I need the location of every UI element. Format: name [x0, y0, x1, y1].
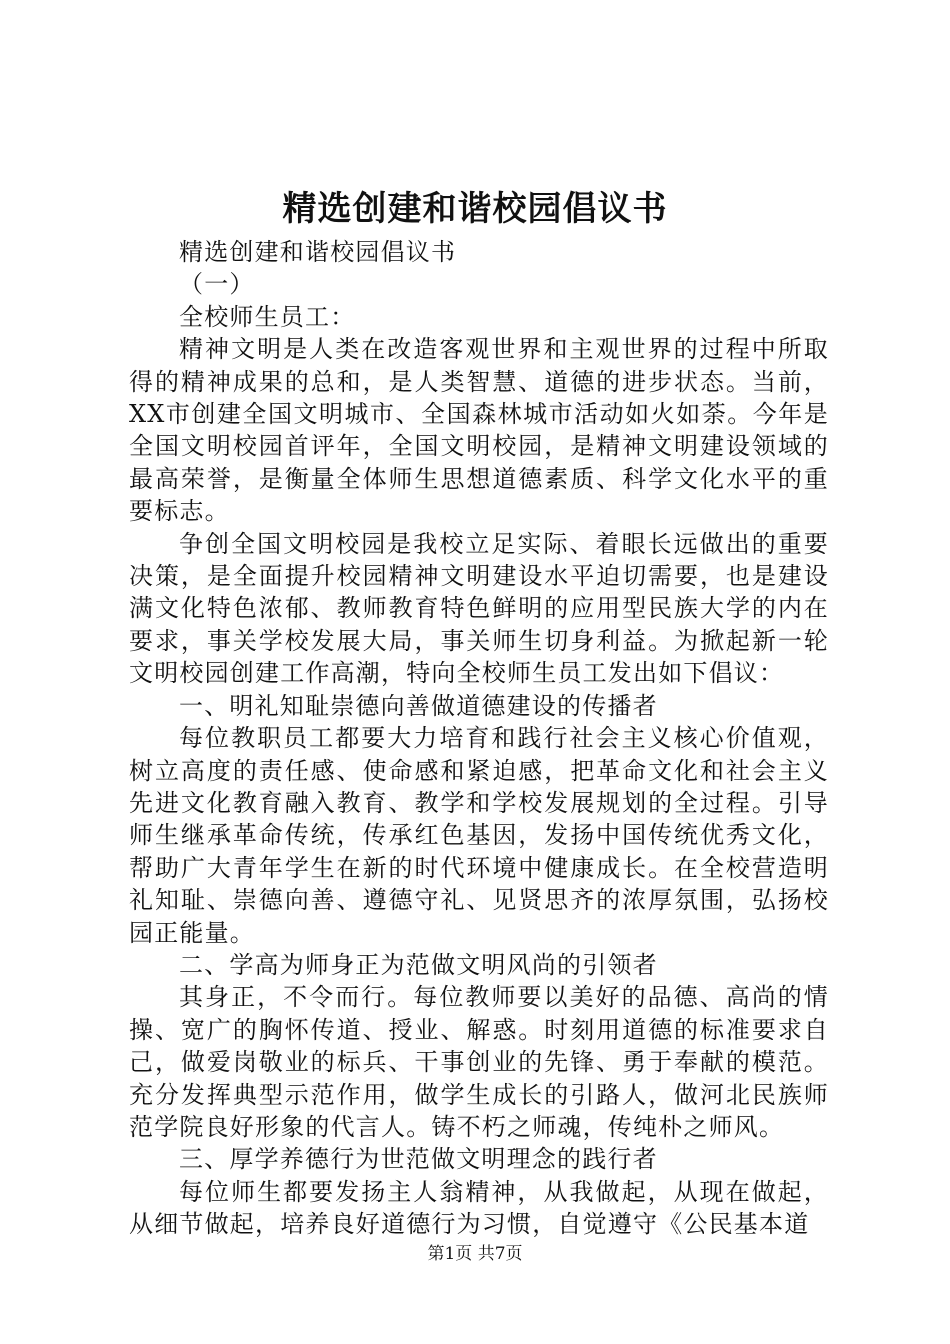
paragraph-point-three: 每位师生都要发扬主人翁精神，从我做起，从现在做起，从细节做起，培养良好道德行为习惯，自觉遵守《公民基本道 — [129, 1177, 829, 1239]
heading-point-two: 二、学高为师身正为范做文明风尚的引领者 — [179, 950, 658, 979]
salutation: 全校师生员工： — [179, 302, 356, 331]
section-marker: （一） — [179, 270, 255, 299]
page-footer: 第1页 共7页 — [427, 1244, 523, 1264]
document-title: 精选创建和谐校园倡议书 — [282, 189, 668, 229]
document-subtitle: 精选创建和谐校园倡议书 — [179, 238, 457, 266]
paragraph-intro: 精神文明是人类在改造客观世界和主观世界的过程中所取得的精神成果的总和，是人类智慧、道德的进步状态。当前，XX市创建全国文明城市、全国森林城市活动如火如荼。今年是全国文明校园首评年，全国文明校园，是精神文明建设领域的最高荣誉，是衡量全体师生思想道德素质、科学文化水平的重要标志。 — [129, 335, 829, 526]
paragraph-decision: 争创全国文明校园是我校立足实际、着眼长远做出的重要决策，是全面提升校园精神文明建设水平迫切需要，也是建设满文化特色浓郁、教师教育特色鲜明的应用型民族大学的内在要求，事关学校发展大局，事关师生切身利益。为掀起新一轮文明校园创建工作高潮，特向全校师生员工发出如下倡议： — [129, 529, 829, 688]
heading-point-three: 三、厚学养德行为世范做文明理念的践行者 — [179, 1145, 658, 1174]
heading-point-one: 一、明礼知耻崇德向善做道德建设的传播者 — [179, 691, 658, 720]
paragraph-point-one: 每位教职员工都要大力培育和践行社会主义核心价值观，树立高度的责任感、使命感和紧迫感，把革命文化和社会主义先进文化教育融入教育、教学和学校发展规划的全过程。引导师生继承革命传统，传承红色基因，发扬中国传统优秀文化，帮助广大青年学生在新的时代环境中健康成长。在全校营造明礼知耻、崇德向善、遵德守礼、见贤思齐的浓厚氛围，弘扬校园正能量。 — [129, 724, 829, 947]
paragraph-point-two: 其身正，不令而行。每位教师要以美好的品德、高尚的情操、宽广的胸怀传道、授业、解惑。时刻用道德的标准要求自己，做爱岗敬业的标兵、干事创业的先锋、勇于奉献的模范。充分发挥典型示范作用，做学生成长的引路人，做河北民族师范学院良好形象的代言人。铸不朽之师魂，传纯朴之师风。 — [129, 983, 829, 1141]
document-body — [129, 236, 829, 1241]
